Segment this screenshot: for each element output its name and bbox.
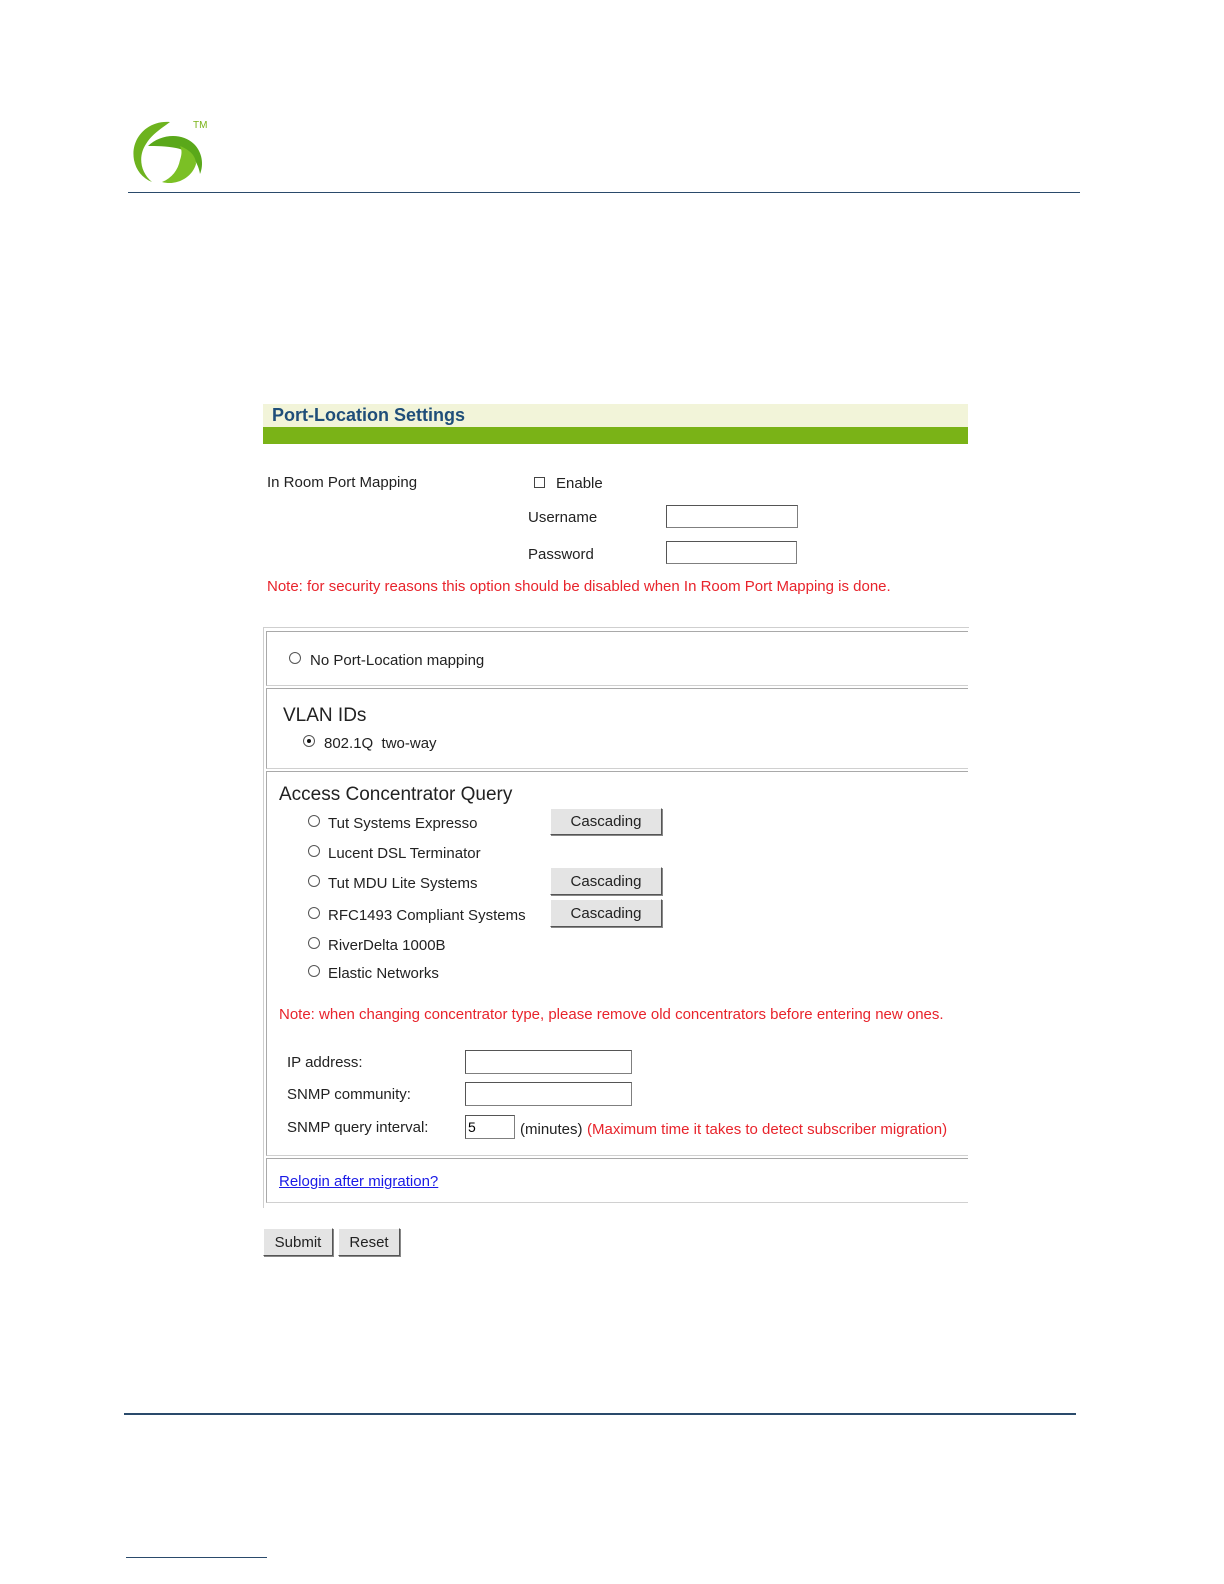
acq-heading: Access Concentrator Query — [279, 784, 513, 805]
acq-label-tut-expresso: Tut Systems Expresso — [328, 815, 478, 832]
vlan-8021q-radio[interactable] — [303, 735, 315, 747]
acq-label-riverdelta: RiverDelta 1000B — [328, 937, 446, 954]
acq-radio-rfc1493[interactable] — [308, 907, 320, 919]
acq-label-rfc1493: RFC1493 Compliant Systems — [328, 907, 526, 924]
snmp-community-input[interactable] — [465, 1082, 632, 1106]
snmp-community-label: SNMP community: — [287, 1086, 411, 1103]
snmp-interval-input[interactable] — [465, 1115, 515, 1139]
submit-button[interactable]: Submit — [263, 1228, 333, 1256]
snmp-interval-label: SNMP query interval: — [287, 1119, 429, 1136]
footnote-divider — [126, 1557, 267, 1558]
enable-checkbox[interactable] — [534, 477, 545, 488]
minutes-label: (minutes) — [520, 1121, 583, 1138]
enable-label: Enable — [556, 475, 603, 492]
page-title: Port-Location Settings — [272, 405, 465, 425]
acq-radio-elastic[interactable] — [308, 965, 320, 977]
ip-address-label: IP address: — [287, 1054, 363, 1071]
cascading-button-rfc1493[interactable]: Cascading — [550, 899, 662, 927]
company-logo — [126, 116, 212, 188]
no-mapping-label: No Port-Location mapping — [310, 652, 485, 669]
cascading-button-tut-mdu-lite[interactable]: Cascading — [550, 867, 662, 895]
header-divider — [128, 192, 1080, 193]
acq-radio-tut-mdu-lite[interactable] — [308, 875, 320, 887]
acq-label-tut-mdu-lite: Tut MDU Lite Systems — [328, 875, 478, 892]
footer-divider — [124, 1413, 1076, 1415]
password-label: Password — [528, 546, 594, 563]
security-note: Note: for security reasons this option should be disabled when In Room Port Mapping is done. — [267, 578, 891, 595]
acq-label-elastic: Elastic Networks — [328, 965, 439, 982]
username-label: Username — [528, 509, 598, 526]
vlan-heading: VLAN IDs — [283, 705, 367, 726]
acq-label-lucent-dsl: Lucent DSL Terminator — [328, 845, 481, 862]
svg-text:TM: TM — [193, 120, 208, 131]
acq-radio-tut-expresso[interactable] — [308, 815, 320, 827]
ip-address-input[interactable] — [465, 1050, 632, 1074]
acq-radio-lucent-dsl[interactable] — [308, 845, 320, 857]
title-accent-bar — [263, 427, 968, 444]
cascading-button-tut-expresso[interactable]: Cascading — [550, 808, 662, 835]
interval-note: (Maximum time it takes to detect subscriber migration) — [587, 1121, 948, 1138]
in-room-port-mapping-label: In Room Port Mapping — [267, 474, 418, 491]
reset-button[interactable]: Reset — [338, 1228, 400, 1256]
vlan-8021q-label: 802.1Q two-way — [324, 735, 437, 752]
username-input[interactable] — [666, 505, 798, 528]
relogin-link[interactable]: Relogin after migration? — [279, 1173, 439, 1190]
password-input[interactable] — [666, 541, 797, 564]
vlan-panel — [266, 688, 968, 769]
concentrator-note: Note: when changing concentrator type, please remove old concentrators before entering new ones. — [279, 1006, 944, 1023]
acq-radio-riverdelta[interactable] — [308, 937, 320, 949]
no-mapping-radio[interactable] — [289, 652, 301, 664]
